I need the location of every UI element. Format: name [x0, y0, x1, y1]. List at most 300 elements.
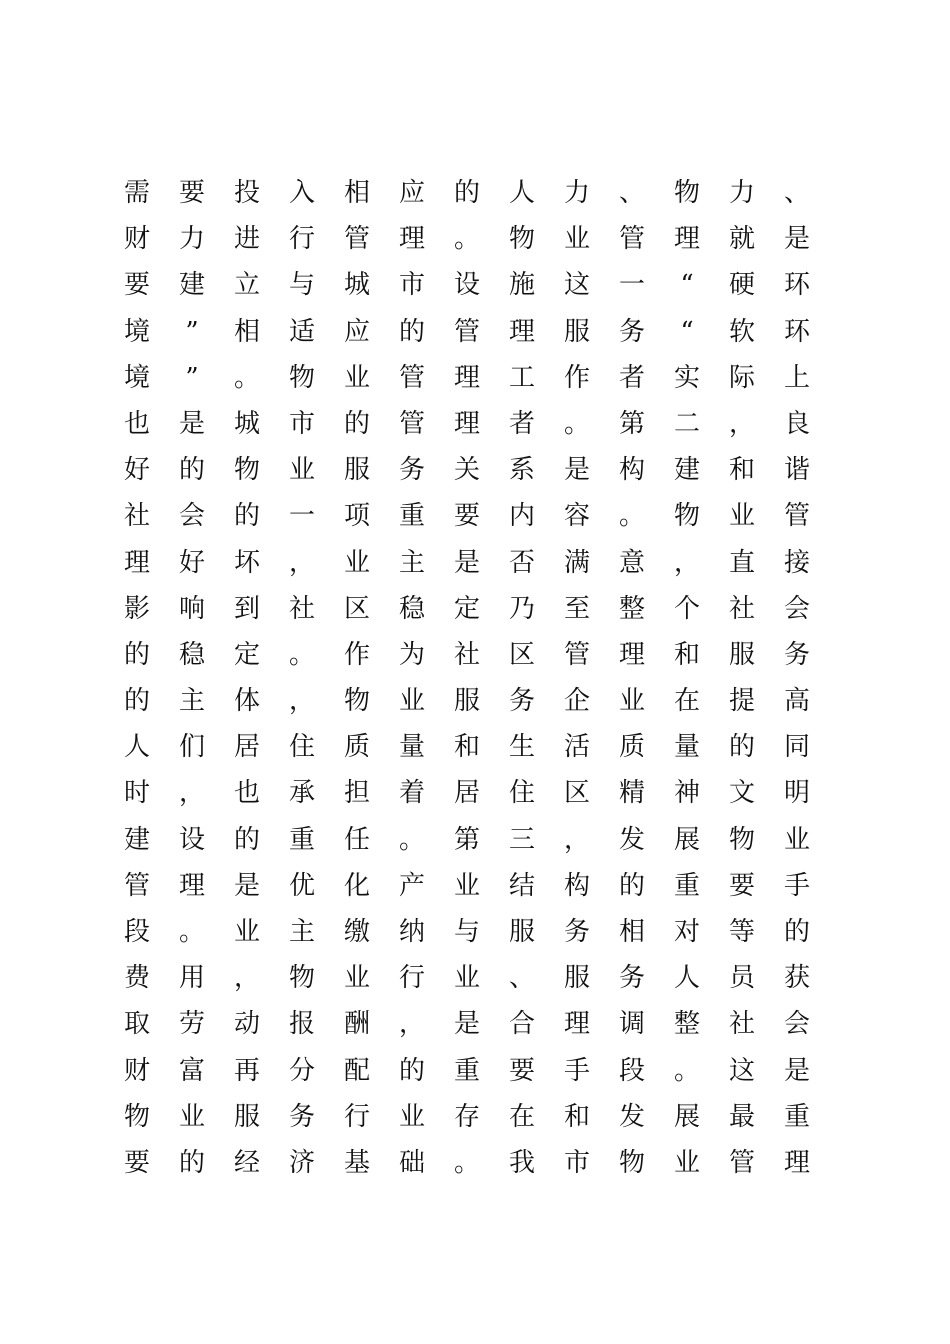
text-char: 理 [563, 1009, 590, 1040]
text-char: 理 [453, 362, 480, 393]
text-char: 市 [563, 1147, 590, 1178]
text-char: 施 [508, 270, 535, 301]
text-char: 础 [398, 1147, 425, 1178]
text-char: 理 [783, 1147, 810, 1178]
text-char: 区 [563, 778, 590, 809]
text-char: 理 [673, 224, 700, 255]
text-char: 入 [288, 178, 315, 208]
text-char: 。 [453, 224, 480, 255]
text-char: 重 [783, 1101, 810, 1132]
text-char: 动 [233, 1009, 260, 1040]
text-char: 财 [123, 224, 150, 255]
text-char: 会 [783, 593, 810, 624]
text-char: 人 [123, 732, 150, 763]
body-text [122, 170, 812, 1186]
text-char: 就 [728, 224, 755, 255]
text-char: 好 [123, 455, 150, 486]
text-char: 量 [673, 732, 700, 763]
text-line [122, 262, 812, 308]
text-char: 区 [508, 639, 535, 670]
text-char: 合 [508, 1009, 535, 1040]
text-char: 要 [178, 178, 205, 208]
text-line [122, 1001, 812, 1047]
text-char: 管 [618, 224, 645, 255]
text-char: 的 [178, 1147, 205, 1178]
text-char: 。 [673, 1055, 700, 1086]
text-char: ” [185, 316, 199, 347]
text-char: 提 [728, 686, 755, 717]
text-line [122, 955, 812, 1001]
text-char: 配 [343, 1055, 370, 1086]
text-char: 业 [618, 686, 645, 717]
text-char: 直 [728, 547, 755, 578]
text-char: 我 [508, 1147, 535, 1178]
text-char: 是 [783, 224, 810, 255]
text-char: 明 [783, 778, 810, 809]
text-char: 内 [508, 501, 535, 532]
text-char: 务 [563, 917, 590, 947]
text-char: 物 [618, 1147, 645, 1178]
text-char: 为 [398, 639, 425, 670]
text-char: 建 [673, 455, 700, 486]
text-char: 社 [728, 1009, 755, 1040]
text-char: ， [728, 408, 755, 439]
text-char: 要 [508, 1055, 535, 1086]
text-char: 力 [728, 178, 755, 208]
text-char: 在 [673, 686, 700, 717]
text-char: 业 [343, 362, 370, 393]
text-char: 担 [343, 778, 370, 809]
text-char: 业 [453, 870, 480, 901]
text-char: 物 [288, 963, 315, 994]
text-char: 业 [673, 1147, 700, 1178]
text-char: 承 [288, 778, 315, 809]
text-char: 影 [123, 593, 150, 624]
text-char: 整 [618, 593, 645, 624]
text-char: 坏 [233, 547, 260, 578]
text-char: 。 [178, 917, 205, 947]
text-char: 满 [563, 547, 590, 578]
text-char: 缴 [343, 917, 370, 947]
text-char: 意 [618, 547, 645, 578]
text-char: 社 [123, 501, 150, 532]
text-line [122, 586, 812, 632]
text-char: 管 [123, 870, 150, 901]
text-char: 重 [673, 870, 700, 901]
text-line [122, 678, 812, 724]
text-char: 项 [343, 501, 370, 532]
text-char: 要 [123, 1147, 150, 1178]
text-char: 。 [398, 824, 425, 855]
text-char: 物 [288, 362, 315, 393]
text-char: 的 [453, 178, 480, 208]
text-char: 物 [233, 455, 260, 486]
text-char: 、 [783, 178, 810, 208]
text-char: 是 [178, 408, 205, 439]
text-char: 理 [453, 408, 480, 439]
text-char: 活 [563, 732, 590, 763]
text-char: 业 [288, 455, 315, 486]
text-char: 最 [728, 1101, 755, 1132]
text-char: 优 [288, 870, 315, 901]
text-char: 调 [618, 1009, 645, 1040]
text-char: 会 [178, 501, 205, 532]
text-char: 力 [178, 224, 205, 255]
text-char: 业 [728, 501, 755, 532]
text-line [122, 770, 812, 816]
text-char: 管 [398, 362, 425, 393]
text-char: 社 [728, 593, 755, 624]
text-char: 、 [508, 963, 535, 994]
text-char: 管 [563, 639, 590, 670]
text-char: 任 [343, 824, 370, 855]
text-char: 系 [508, 455, 535, 486]
text-char: ， [288, 686, 315, 717]
text-line [122, 1140, 812, 1186]
text-char: 者 [618, 362, 645, 393]
text-char: 物 [508, 224, 535, 255]
text-char: 的 [123, 639, 150, 670]
text-char: ， [398, 1009, 425, 1040]
text-char: 发 [618, 1101, 645, 1132]
text-char: 投 [233, 178, 260, 208]
text-char: 业 [453, 963, 480, 994]
text-char: 第 [453, 824, 480, 855]
text-char: 业 [233, 917, 260, 947]
text-char: 环 [783, 270, 810, 301]
text-char: 力 [563, 178, 590, 208]
text-char: 纳 [398, 917, 425, 947]
text-char: 至 [563, 593, 590, 624]
text-char: 进 [233, 224, 260, 255]
text-char: 的 [343, 408, 370, 439]
text-char: 境 [123, 362, 150, 393]
text-char: 业 [343, 963, 370, 994]
text-char: 的 [618, 870, 645, 901]
text-char: 接 [783, 547, 810, 578]
text-char: 们 [178, 732, 205, 763]
text-char: 段 [618, 1055, 645, 1086]
text-char: 化 [343, 870, 370, 901]
text-line [122, 1048, 812, 1094]
text-char: 取 [123, 1009, 150, 1040]
text-char: 服 [343, 455, 370, 486]
text-line [122, 355, 812, 401]
text-char: 要 [728, 870, 755, 901]
text-char: “ [680, 316, 694, 347]
text-char: 质 [618, 732, 645, 763]
text-char: 时 [123, 778, 150, 809]
text-char: 业 [398, 686, 425, 717]
text-char: 一 [288, 501, 315, 532]
text-char: 主 [398, 547, 425, 578]
text-char: 关 [453, 455, 480, 486]
text-char: 行 [398, 963, 425, 994]
text-char: 和 [728, 455, 755, 486]
text-char: 务 [783, 639, 810, 670]
text-char: 精 [618, 778, 645, 809]
text-char: 服 [233, 1101, 260, 1132]
text-char: 的 [398, 1055, 425, 1086]
text-char: 容 [563, 501, 590, 532]
text-char: 会 [783, 1009, 810, 1040]
text-char: 居 [453, 778, 480, 809]
text-char: ， [288, 547, 315, 578]
text-line [122, 540, 812, 586]
text-char: 理 [178, 870, 205, 901]
text-char: 乃 [508, 593, 535, 624]
text-char: 高 [783, 686, 810, 717]
text-char: 同 [783, 732, 810, 763]
text-char: 是 [453, 1009, 480, 1040]
text-char: 与 [453, 917, 480, 947]
text-char: 定 [453, 593, 480, 624]
text-char: 上 [783, 362, 810, 393]
text-char: 业 [563, 224, 590, 255]
text-line [122, 817, 812, 863]
text-char: 手 [783, 870, 810, 901]
text-char: 管 [728, 1147, 755, 1178]
text-char: 要 [123, 270, 150, 301]
text-char: 。 [563, 408, 590, 439]
text-char: 作 [563, 362, 590, 393]
text-char: 质 [343, 732, 370, 763]
text-char: 行 [288, 224, 315, 255]
text-char: 市 [288, 408, 315, 439]
text-char: 构 [618, 455, 645, 486]
text-char: 区 [343, 593, 370, 624]
text-char: 和 [673, 639, 700, 670]
text-char: 管 [453, 316, 480, 347]
text-line [122, 309, 812, 355]
text-char: 人 [673, 963, 700, 994]
text-char: 应 [343, 316, 370, 347]
text-char: 管 [343, 224, 370, 255]
text-char: 也 [123, 408, 150, 439]
text-char: 业 [398, 1101, 425, 1132]
text-char: 的 [123, 686, 150, 717]
text-char: 管 [398, 408, 425, 439]
text-line [122, 447, 812, 493]
text-char: 良 [783, 408, 810, 439]
text-char: 到 [233, 593, 260, 624]
text-line [122, 170, 812, 216]
text-char: 服 [563, 316, 590, 347]
text-char: 重 [398, 501, 425, 532]
text-char: 设 [178, 824, 205, 855]
text-char: 主 [178, 686, 205, 717]
text-char: 基 [343, 1147, 370, 1178]
text-char: 城 [233, 408, 260, 439]
text-char: 存 [453, 1101, 480, 1132]
text-char: 管 [783, 501, 810, 532]
text-char: 相 [233, 316, 260, 347]
text-char: 员 [728, 963, 755, 994]
text-char: ， [233, 963, 260, 994]
text-char: 业 [783, 824, 810, 855]
text-char: 对 [673, 917, 700, 947]
text-char: 主 [288, 917, 315, 947]
text-char: 环 [783, 316, 810, 347]
text-char: 。 [453, 1147, 480, 1178]
text-char: 发 [618, 824, 645, 855]
text-char: 展 [673, 1101, 700, 1132]
text-char: 报 [288, 1009, 315, 1040]
text-char: 市 [398, 270, 425, 301]
text-char: 务 [618, 316, 645, 347]
text-char: 立 [233, 270, 260, 301]
text-char: 居 [233, 732, 260, 763]
text-char: 的 [783, 917, 810, 947]
text-char: 劳 [178, 1009, 205, 1040]
text-char: 物 [728, 824, 755, 855]
text-char: 物 [123, 1101, 150, 1132]
text-char: 的 [728, 732, 755, 763]
text-char: 重 [288, 824, 315, 855]
text-char: 稳 [398, 593, 425, 624]
text-char: 分 [288, 1055, 315, 1086]
text-char: 和 [453, 732, 480, 763]
text-char: 境 [123, 316, 150, 347]
text-char: 适 [288, 316, 315, 347]
text-char: 作 [343, 639, 370, 670]
text-char: 际 [728, 362, 755, 393]
text-line [122, 909, 812, 955]
text-char: 者 [508, 408, 535, 439]
text-char: 要 [453, 501, 480, 532]
text-char: 否 [508, 547, 535, 578]
text-char: 行 [343, 1101, 370, 1132]
text-char: 谐 [783, 455, 810, 486]
text-char: 着 [398, 778, 425, 809]
text-char: 是 [233, 870, 260, 901]
text-line [122, 1094, 812, 1140]
text-char: 相 [343, 178, 370, 208]
text-char: 财 [123, 1055, 150, 1086]
text-char: 富 [178, 1055, 205, 1086]
text-char: 这 [563, 270, 590, 301]
text-char: 费 [123, 963, 150, 994]
text-char: ， [563, 824, 590, 855]
text-char: 酬 [343, 1009, 370, 1040]
text-char: 第 [618, 408, 645, 439]
text-char: ， [178, 778, 205, 809]
text-char: 硬 [728, 270, 755, 301]
text-char: 需 [123, 178, 150, 208]
text-line [122, 493, 812, 539]
text-char: 好 [178, 547, 205, 578]
text-char: 住 [508, 778, 535, 809]
text-char: 是 [783, 1055, 810, 1086]
text-char: 三 [508, 824, 535, 855]
text-char: 人 [508, 178, 535, 208]
text-char: 应 [398, 178, 425, 208]
text-char: 响 [178, 593, 205, 624]
text-char: 。 [233, 362, 260, 393]
text-char: 物 [673, 178, 700, 208]
text-char: 理 [618, 639, 645, 670]
text-char: 服 [508, 917, 535, 947]
text-char: 个 [673, 593, 700, 624]
text-char: 结 [508, 870, 535, 901]
text-char: 段 [123, 917, 150, 947]
text-char: 量 [398, 732, 425, 763]
text-char: ” [185, 362, 199, 393]
text-char: 的 [398, 316, 425, 347]
text-char: 构 [563, 870, 590, 901]
text-char: 设 [453, 270, 480, 301]
text-char: 物 [673, 501, 700, 532]
text-char: 工 [508, 362, 535, 393]
text-char: “ [680, 270, 694, 301]
text-char: 重 [453, 1055, 480, 1086]
text-char: 一 [618, 270, 645, 301]
text-char: 手 [563, 1055, 590, 1086]
text-char: 是 [453, 547, 480, 578]
text-char: 服 [563, 963, 590, 994]
text-char: 济 [288, 1147, 315, 1178]
text-char: 务 [398, 455, 425, 486]
text-char: 经 [233, 1147, 260, 1178]
text-char: 务 [618, 963, 645, 994]
text-char: 文 [728, 778, 755, 809]
text-char: 再 [233, 1055, 260, 1086]
text-char: 与 [288, 270, 315, 301]
text-char: 软 [728, 316, 755, 347]
text-char: 的 [178, 455, 205, 486]
text-char: 整 [673, 1009, 700, 1040]
text-char: 实 [673, 362, 700, 393]
text-char: 服 [453, 686, 480, 717]
text-line [122, 724, 812, 770]
text-char: 务 [288, 1101, 315, 1132]
text-char: 体 [233, 686, 260, 717]
text-line [122, 401, 812, 447]
text-line [122, 863, 812, 909]
text-char: 生 [508, 732, 535, 763]
text-char: 业 [178, 1101, 205, 1132]
text-char: ， [673, 547, 700, 578]
text-char: 在 [508, 1101, 535, 1132]
text-char: 的 [233, 501, 260, 532]
text-char: 等 [728, 917, 755, 947]
text-char: 企 [563, 686, 590, 717]
text-char: 住 [288, 732, 315, 763]
text-char: 的 [233, 824, 260, 855]
text-char: 。 [618, 501, 645, 532]
text-char: 这 [728, 1055, 755, 1086]
text-char: 建 [123, 824, 150, 855]
text-char: 也 [233, 778, 260, 809]
text-char: 物 [343, 686, 370, 717]
text-char: 定 [233, 639, 260, 670]
text-char: 。 [288, 639, 315, 670]
text-char: 展 [673, 824, 700, 855]
text-char: 理 [508, 316, 535, 347]
text-char: 是 [563, 455, 590, 486]
text-char: 务 [508, 686, 535, 717]
text-char: 理 [398, 224, 425, 255]
text-char: 神 [673, 778, 700, 809]
text-char: 社 [288, 593, 315, 624]
text-char: 相 [618, 917, 645, 947]
text-char: 获 [783, 963, 810, 994]
text-char: 二 [673, 408, 700, 439]
text-line [122, 216, 812, 262]
text-char: 服 [728, 639, 755, 670]
text-char: 、 [618, 178, 645, 208]
text-char: 城 [343, 270, 370, 301]
